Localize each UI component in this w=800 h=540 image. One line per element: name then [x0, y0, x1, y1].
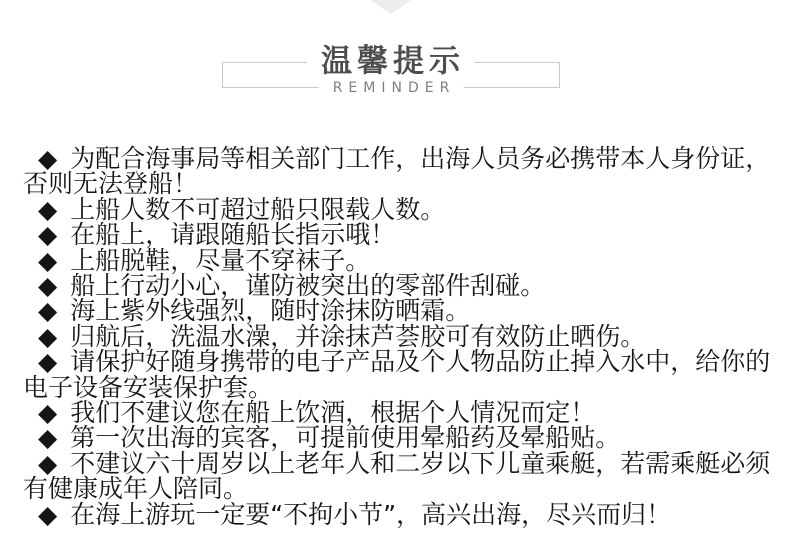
notice-item: [23, 448, 793, 504]
diamond-bullet-icon: ◆: [38, 271, 58, 301]
notice-item: [23, 321, 793, 351]
diamond-bullet-icon: ◆: [38, 220, 58, 250]
notice-item: [23, 271, 793, 301]
notice-item-text: 我们不建议您在船上饮酒，根据个人情况而定！: [70, 398, 596, 428]
diamond-bullet-icon: ◆: [38, 423, 58, 453]
diamond-bullet-icon: ◆: [38, 347, 58, 377]
diamond-bullet-icon: ◆: [38, 194, 58, 224]
diamond-bullet-icon: ◆: [38, 499, 58, 529]
notice-item-text: 第一次出海的宾客，可提前使用晕船药及晕船贴。: [70, 423, 621, 453]
notice-item: [23, 194, 793, 224]
page-title: 温馨提示: [307, 47, 475, 78]
notice-item: [23, 349, 793, 400]
page-subtitle: REMINDER: [319, 81, 464, 95]
notice-item: [23, 220, 793, 250]
notice-item-text: 船上行动小心，谨防被突出的零部件刮碰。: [70, 271, 546, 301]
notice-item-text: 上船人数不可超过船只限载人数。: [70, 194, 446, 224]
diamond-bullet-icon: ◆: [38, 321, 58, 351]
notice-item: [23, 423, 793, 453]
diamond-bullet-icon: ◆: [38, 245, 58, 275]
notice-list: [23, 146, 793, 527]
notice-item-text: 海上紫外线强烈，随时涂抹防晒霜。: [70, 296, 471, 326]
notice-item-text: 请保护好随身携带的电子产品及个人物品防止掉入水中，给你的电子设备安装保护套。: [23, 347, 771, 402]
notice-item: [23, 296, 793, 326]
notice-item-text: 归航后，洗温水澡，并涂抹芦荟胶可有效防止晒伤。: [70, 321, 646, 351]
notice-item-text: 在海上游玩一定要“不拘小节”，高兴出海，尽兴而归！: [70, 499, 672, 529]
notice-item: [23, 398, 793, 428]
notice-item: [23, 499, 793, 529]
diamond-bullet-icon: ◆: [38, 448, 58, 478]
notice-item-text: 上船脱鞋，尽量不穿袜子。: [70, 245, 371, 275]
notice-item: [23, 146, 793, 197]
notice-item-text: 不建议六十周岁以上老年人和二岁以下儿童乘艇，若需乘艇必须有健康成年人陪同。: [23, 448, 771, 504]
notice-item-text: 为配合海事局等相关部门工作，出海人员务必携带本人身份证，否则无法登船！: [23, 144, 771, 199]
diamond-bullet-icon: ◆: [38, 296, 58, 326]
notice-item-text: 在船上，请跟随船长指示哦！: [70, 220, 396, 250]
diamond-bullet-icon: ◆: [38, 398, 58, 428]
diamond-bullet-icon: ◆: [38, 144, 58, 173]
top-triangle-icon: [371, 0, 411, 14]
notice-item: [23, 245, 793, 275]
